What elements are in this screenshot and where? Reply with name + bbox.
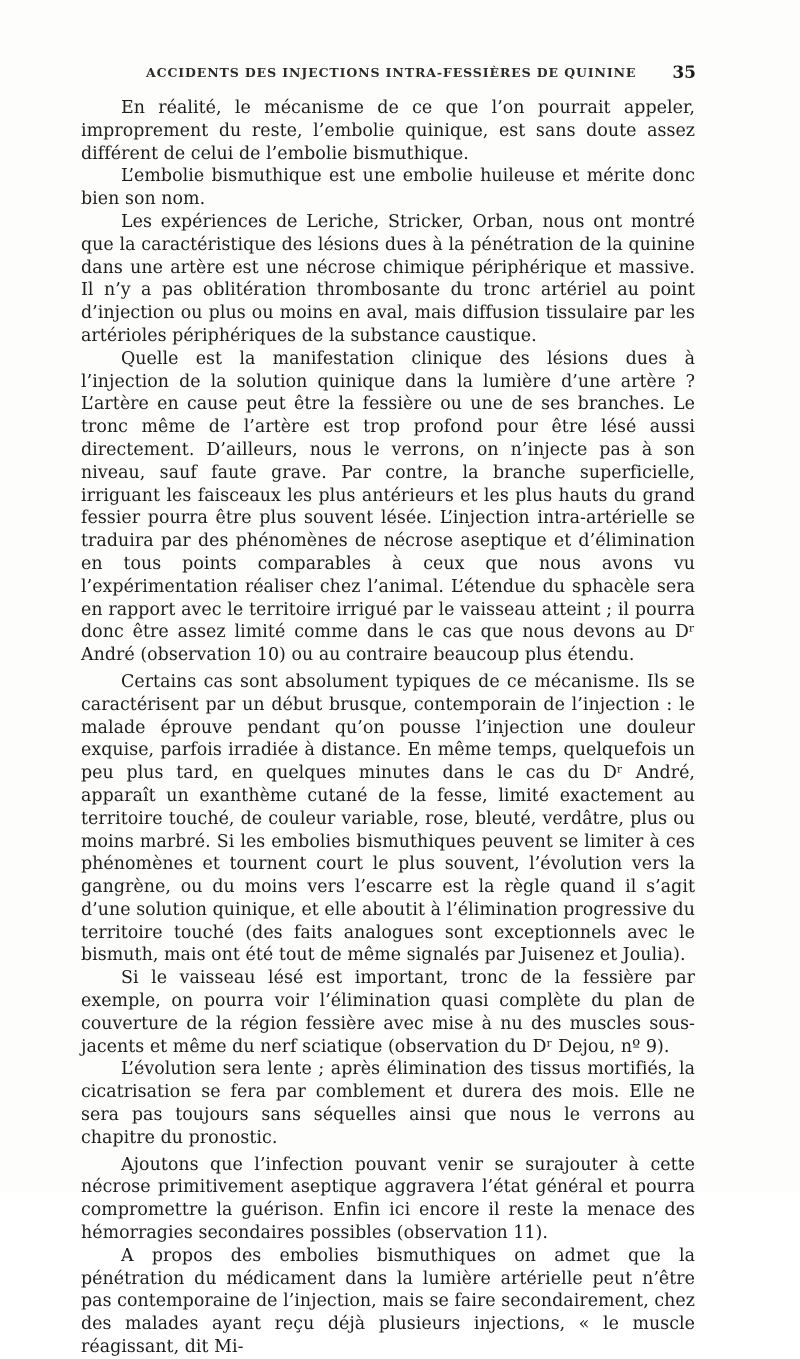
- paragraph: A propos des embolies bismuthiques on admet que la pénétration du médicament dans la lumière artérielle peut n’être pas contemporaine de l’injection, mais se faire secondairement, chez des malades ayant reçu déjà plusieurs injections, « le muscle réagissant, dit Mi-: [81, 1245, 695, 1358]
- page-number: 35: [672, 63, 696, 83]
- paragraph: En réalité, le mécanisme de ce que l’on pourrait appeler, improprement du reste, l’embolie quinique, est sans doute assez différent de celui de l’embolie bismuthique.: [81, 98, 695, 164]
- paragraph: Quelle est la manifestation clinique des lésions dues à l’injection de la solution quinique dans la lumière d’une artère ? L’artère en cause peut être la fessière ou une de ses branches. Le tronc même de l’artère est trop profond pour être lésé aussi directement. D’ailleurs, nous le verrons, on n’injecte pas à son niveau, sauf faute grave. Par contre, la branche superficielle, irriguant les faisceaux les plus antérieurs et les plus hauts du grand fessier pourra être plus souvent lésée. L’injection intra-artérielle se traduira par des phénomènes de nécrose aseptique et d’élimination en tous points comparables à ceux que nous avons vu l’expérimentation réaliser chez l’animal. L’étendue du sphacèle sera en rapport avec le territoire irrigué par le vaisseau atteint ; il pourra donc être assez limité comme dans le cas que nous devons au Dʳ André (observation 10) ou au contraire beaucoup plus étendu.: [81, 348, 695, 666]
- paragraph: L’embolie bismuthique est une embolie huileuse et mérite donc bien son nom.: [81, 166, 695, 210]
- paragraph: Les expériences de Leriche, Stricker, Orban, nous ont montré que la caractéristique des lésions dues à la pénétration de la quinine dans une artère est une nécrose chimique périphérique et massive. Il n’y a pas oblitération thrombosante du tronc artériel au point d’injection ou plus ou moins en aval, mais diffusion tissulaire par les artérioles périphériques de la substance caustique.: [81, 211, 695, 346]
- running-title: ACCIDENTS DES INJECTIONS INTRA-FESSIÈRES DE QUININE: [146, 65, 637, 80]
- paragraph: L’évolution sera lente ; après élimination des tissus mortifiés, la cicatrisation se fera par comblement et durera des mois. Elle ne sera pas toujours sans séquelles ainsi que nous le verrons au chapitre du pronostic.: [81, 1059, 695, 1148]
- running-head: [146, 63, 696, 87]
- paragraph: Si le vaisseau lésé est important, tronc de la fessière par exemple, on pourra voir l’élimination quasi complète du plan de couverture de la région fessière avec mise à nu des muscles sous-jacents et même du nerf sciatique (observation du Dʳ Dejou, nº 9).: [81, 968, 695, 1057]
- body-text: [81, 97, 695, 1359]
- paragraph: Ajoutons que l’infection pouvant venir se surajouter à cette nécrose primitivement aseptique aggravera l’état général et pourra compromettre la guérison. Enfin ici encore il reste la menace des hémorragies secondaires possibles (observation 11).: [81, 1154, 695, 1244]
- paragraph: Certains cas sont absolument typiques de ce mécanisme. Ils se caractérisent par un début brusque, contemporain de l’injection : le malade éprouve pendant qu’on pousse l’injection une douleur exquise, parfois irradiée à distance. En même temps, quelquefois un peu plus tard, en quelques minutes dans le cas du Dʳ André, apparaît un exanthème cutané de la fesse, limité exactement au territoire touché, de couleur variable, rose, bleuté, verdâtre, plus ou moins marbré. Si les embolies bismuthiques peuvent se limiter à ces phénomènes et tournent court le plus souvent, l’évolution vers la gangrène, ou du moins vers l’escarre est la règle quand il s’agit d’une solution quinique, et elle aboutit à l’élimination progressive du territoire touché (des faits analogues sont exceptionnels avec le bismuth, mais ont été tout de même signalés par Juisenez et Joulia).: [81, 671, 695, 966]
